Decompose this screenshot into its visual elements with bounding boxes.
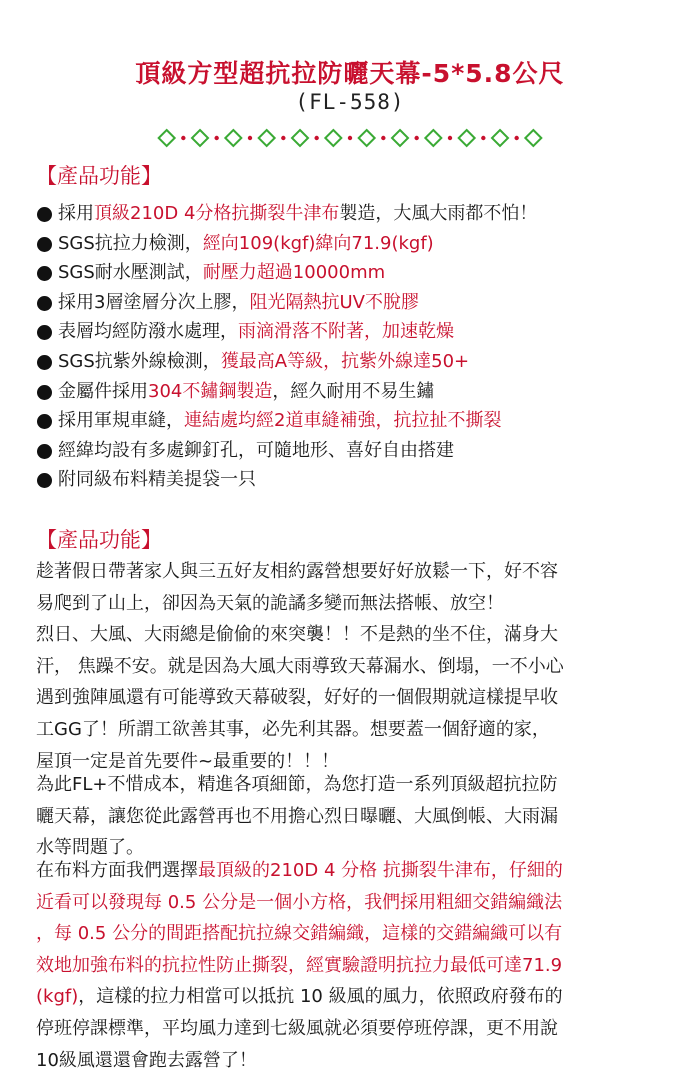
- paragraph-line: 水等問題了。: [36, 837, 144, 859]
- diamond-ornament: [259, 130, 275, 146]
- paragraph-line: [36, 887, 676, 919]
- decorative-divider: [150, 128, 550, 148]
- dot-ornament: [248, 136, 252, 140]
- dot-ornament: [281, 136, 285, 140]
- paragraph-line: [36, 855, 676, 887]
- highlight-text: 阻光隔熱抗UV不脫膠: [249, 291, 419, 313]
- feature-item: [36, 229, 676, 259]
- highlight-text: 最頂級的210D 4 分格 抗撕裂牛津布，仔細的: [198, 860, 563, 881]
- bullet-icon: [37, 473, 52, 488]
- highlight-text: 效地加強布料的抗拉性防止撕裂，經實驗證明抗拉力最低可達71.9: [36, 954, 563, 976]
- feature-item: [36, 436, 676, 466]
- paragraph-line: 曬天幕，讓您從此露營再也不用擔心烈日曝曬、大風倒帳、大雨漏: [36, 805, 558, 827]
- body-text: 停班停課標準，平均風力達到七級風就必須要停班停課，更不用說: [36, 1017, 558, 1039]
- feature-item: [36, 317, 676, 347]
- dot-ornament: [214, 136, 218, 140]
- highlight-text: 雨滴滑落不附著，加速乾燥: [238, 321, 454, 343]
- model-number: (FL-558): [295, 90, 405, 114]
- dot-ornament: [348, 136, 352, 140]
- diamond-ornament: [292, 130, 308, 146]
- bullet-icon: [37, 237, 52, 252]
- paragraph-line: 趁著假日帶著家人與三五好友相約露營想要好好放鬆一下，好不容: [36, 561, 558, 582]
- paragraph-line: [36, 918, 676, 950]
- feature-item: [36, 406, 676, 436]
- description-paragraph-2: [36, 769, 676, 864]
- paragraph-line: 為此FL+不惜成本，精進各項細節，為您打造一系列頂級超抗拉防: [36, 774, 558, 795]
- highlight-text: 頂級210D 4分格抗撕裂牛津布: [94, 203, 340, 224]
- bullet-icon: [37, 444, 52, 459]
- bullet-icon: [37, 355, 52, 370]
- feature-item: [36, 199, 676, 229]
- highlight-text: 連結處均經2道車縫補強，抗拉扯不撕裂: [184, 410, 502, 432]
- dot-ornament: [481, 136, 485, 140]
- highlight-text: 獲最高A等級，抗紫外線達50+: [220, 350, 470, 372]
- body-text: 經緯均設有多處鉚釘孔，可隨地形、喜好自由搭建: [58, 439, 454, 461]
- dot-ornament: [514, 136, 518, 140]
- body-text: 表層均經防潑水處理，: [58, 321, 238, 343]
- feature-item: [36, 465, 676, 495]
- body-text: 製造，大風大雨都不怕！: [339, 203, 538, 224]
- highlight-text: (kgf): [36, 986, 79, 1008]
- product-title: 頂級方型超抗拉防曬天幕-5*5.8公尺: [135, 59, 565, 88]
- body-text: 採用軍規車縫，: [58, 410, 184, 432]
- paragraph-line: 烈日、大風、大雨總是偷偷的來突襲！！不是熱的坐不住，滿身大: [36, 624, 558, 646]
- dot-ornament: [448, 136, 452, 140]
- body-text: 附同級布料精美提袋一只: [58, 469, 256, 491]
- section-heading-description: 【產品功能】: [36, 528, 162, 552]
- feature-item: [36, 347, 676, 377]
- body-text: 採用: [58, 203, 94, 224]
- diamond-ornament: [459, 130, 475, 146]
- bullet-icon: [37, 385, 52, 400]
- bullet-icon: [37, 414, 52, 429]
- dot-ornament: [181, 136, 185, 140]
- paragraph-line: [36, 950, 676, 982]
- highlight-text: ，每 0.5 公分的間距搭配抗拉線交錯編織，這樣的交錯編織可以有: [36, 923, 563, 945]
- description-paragraph-1: [36, 556, 676, 777]
- diamond-ornament: [492, 130, 508, 146]
- diamond-ornament: [525, 130, 541, 146]
- body-text: 在布料方面我們選擇: [36, 860, 198, 881]
- diamond-ornament: [425, 130, 441, 146]
- highlight-text: 經向109(kgf)緯向71.9(kgf): [202, 232, 434, 254]
- body-text: 採用3層塗層分次上膠，: [58, 291, 250, 313]
- diamond-ornament: [392, 130, 408, 146]
- section-heading-features: 【產品功能】: [36, 164, 162, 188]
- feature-item: [36, 377, 676, 407]
- paragraph-line: 易爬到了山上，卻因為天氣的詭譎多變而無法搭帳、放空！: [36, 592, 504, 614]
- highlight-text: 耐壓力超過10000mm: [202, 262, 386, 284]
- diamond-ornament: [159, 130, 175, 146]
- feature-item: [36, 288, 676, 318]
- body-text: SGS耐水壓測試，: [58, 262, 203, 284]
- highlight-text: 304不鏽鋼製造: [148, 380, 273, 402]
- paragraph-line: 遇到強陣風還有可能導致天幕破裂，好好的一個假期就這樣提早收: [36, 687, 558, 709]
- dot-ornament: [381, 136, 385, 140]
- paragraph-line: [36, 1045, 676, 1076]
- diamond-ornament: [325, 130, 341, 146]
- paragraph-line: [36, 981, 676, 1013]
- bullet-icon: [37, 296, 52, 311]
- diamond-ornament: [192, 130, 208, 146]
- body-text: ，經久耐用不易生鏽: [272, 380, 435, 402]
- bullet-icon: [37, 207, 52, 222]
- description-paragraph-3: [36, 855, 676, 1076]
- body-text: 10級風還還會跑去露營了！: [36, 1049, 257, 1071]
- dot-ornament: [414, 136, 418, 140]
- paragraph-line: 工GG了！所謂工欲善其事，必先利其器。想要蓋一個舒適的家，: [36, 718, 550, 740]
- body-text: 金屬件採用: [58, 380, 148, 402]
- highlight-text: 近看可以發現每 0.5 公分是一個小方格，我們採用粗細交錯編織法: [36, 891, 563, 913]
- body-text: ，這樣的拉力相當可以抵抗 10 級風的風力，依照政府發布的: [78, 986, 563, 1008]
- paragraph-line: 屋頂一定是首先要件~最重要的！！！: [36, 750, 340, 772]
- diamond-ornament: [225, 130, 241, 146]
- bullet-icon: [37, 325, 52, 340]
- feature-list: [36, 199, 676, 495]
- body-text: SGS抗紫外線檢測，: [58, 350, 221, 372]
- paragraph-line: [36, 1013, 676, 1045]
- bullet-icon: [37, 266, 52, 281]
- diamond-ornament: [359, 130, 375, 146]
- paragraph-line: 汗， 焦躁不安。就是因為大風大雨導致天幕漏水、倒塌，一不小心: [36, 655, 564, 677]
- body-text: SGS抗拉力檢測，: [58, 232, 203, 254]
- feature-item: [36, 258, 676, 288]
- dot-ornament: [314, 136, 318, 140]
